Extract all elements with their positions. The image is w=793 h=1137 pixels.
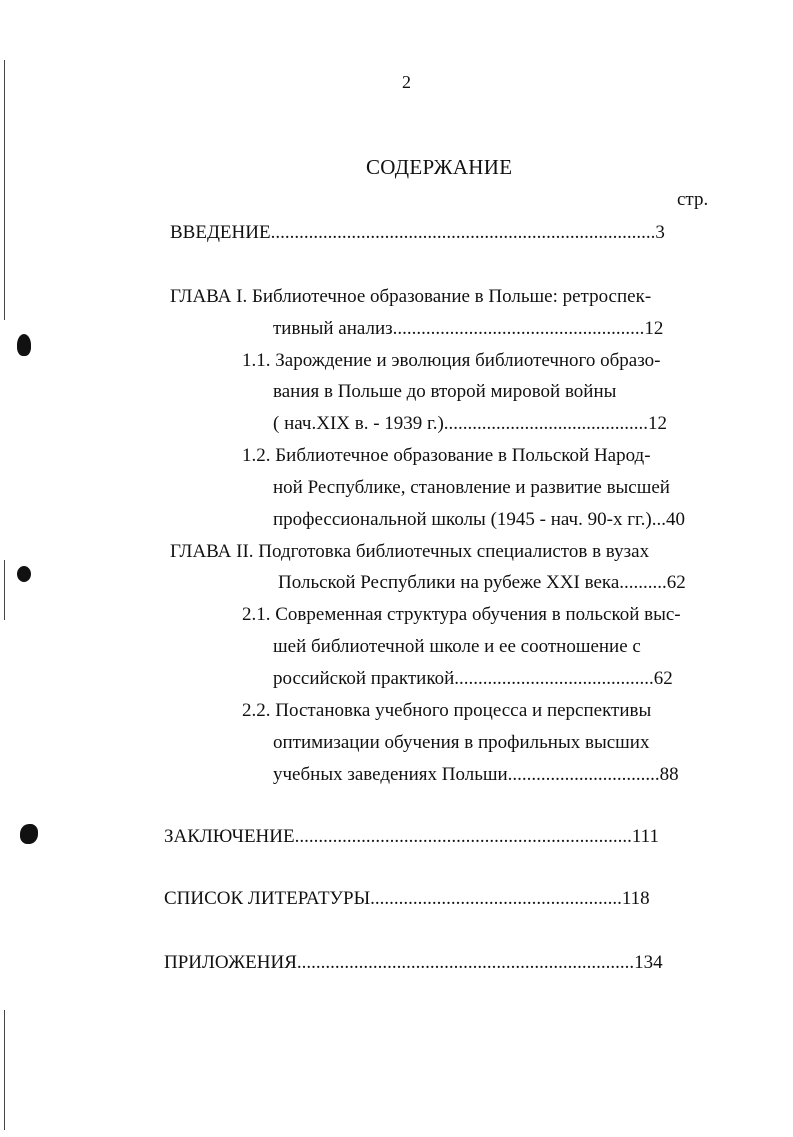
toc-entry-section-1-1: 1.1. Зарождение и эволюция библиотечного образо-	[242, 350, 661, 371]
toc-entry-chapter-2-title-cont: Польской Республики на рубеже XXI века..........62	[278, 572, 686, 593]
toc-entry-chapter-1-title: ГЛАВА I. Библиотечное образование в Польше: ретроспек-	[170, 286, 652, 307]
toc-entry-chapter-1-title-cont: тивный анализ.....................................................12	[273, 318, 664, 339]
toc-entry-appendices: ПРИЛОЖЕНИЯ.......................................................................134	[164, 952, 663, 973]
page-title: СОДЕРЖАНИЕ	[366, 155, 513, 179]
scan-edge-line	[4, 60, 5, 320]
toc-entry-bibliography: СПИСОК ЛИТЕРАТУРЫ.....................................................118	[164, 888, 650, 909]
toc-entry-chapter-2-title: ГЛАВА II. Подготовка библиотечных специалистов в вузах	[170, 541, 650, 562]
scan-edge-line	[4, 560, 5, 620]
toc-entry-section-2-1: 2.1. Современная структура обучения в польской выс-	[242, 604, 681, 625]
toc-entry-section-2-2: 2.2. Постановка учебного процесса и перспективы	[242, 700, 652, 721]
toc-entry-section-2-2-cont: учебных заведениях Польши................................88	[273, 764, 679, 785]
toc-entry-section-1-2-cont: профессиональной школы (1945 - нач. 90-х гг.)...40	[273, 509, 685, 530]
page-number: 2	[402, 72, 411, 92]
toc-entry-section-1-1-cont: вания в Польше до второй мировой войны	[273, 381, 617, 402]
toc-entry-section-2-1-cont: российской практикой..........................................62	[273, 668, 673, 689]
binding-hole-mark	[17, 566, 31, 582]
toc-entry-section-1-1-cont: ( нач.XIX в. - 1939 г.)...........................................12	[273, 413, 668, 434]
pages-column-label: стр.	[677, 189, 709, 210]
toc-entry-introduction: ВВЕДЕНИЕ.................................................................................3	[170, 222, 665, 243]
toc-entry-section-1-2-cont: ной Республике, становление и развитие высшей	[273, 477, 670, 498]
binding-hole-mark	[17, 334, 31, 356]
binding-hole-mark	[20, 824, 38, 844]
toc-entry-conclusion: ЗАКЛЮЧЕНИЕ.......................................................................111	[164, 826, 659, 847]
scan-edge-line	[4, 1010, 5, 1130]
toc-entry-section-1-2: 1.2. Библиотечное образование в Польской Народ-	[242, 445, 651, 466]
toc-entry-section-2-1-cont: шей библиотечной школе и ее соотношение с	[273, 636, 641, 657]
toc-entry-section-2-2-cont: оптимизации обучения в профильных высших	[273, 732, 650, 753]
